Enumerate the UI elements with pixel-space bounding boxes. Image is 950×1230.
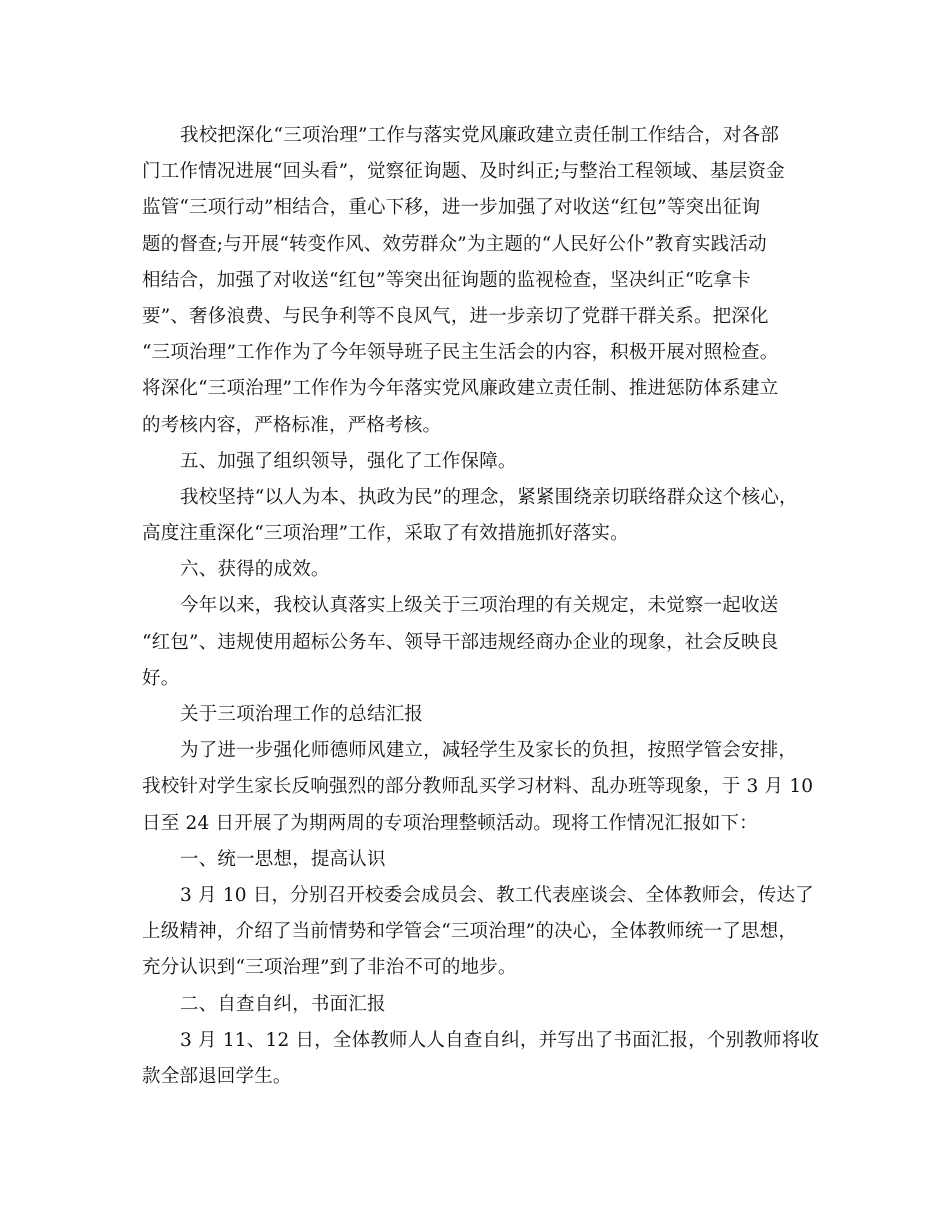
text-line: 监管“三项行动”相结合，重心下移，进一步加强了对收送“红包”等突出征询 <box>142 197 761 219</box>
text-line: “三项治理”工作作为了今年领导班子民主生活会的内容，积极开展对照检查。 <box>142 342 779 364</box>
text-line: 3 月 11、12 日，全体教师人人自查自纠，并写出了书面汇报，个别教师将收 <box>180 1029 820 1051</box>
text-line: 的考核内容，严格标准，严格考核。 <box>142 414 442 436</box>
text-line: 为了进一步强化师德师风建立，减轻学生及家长的负担，按照学管会安排， <box>180 740 798 762</box>
section-heading-five: 五、加强了组织领导，强化了工作保障。 <box>180 450 517 472</box>
text-line: 要”、奢侈浪费、与民争利等不良风气，进一步亲切了党群干群关系。把深化 <box>142 305 769 327</box>
text-line: 相结合，加强了对收送“红包”等突出征询题的监视检查，坚决纠正“吃拿卡 <box>142 269 751 291</box>
text-line: 上级精神，介绍了当前情势和学管会“三项治理”的决心，全体教师统一了思想， <box>142 921 798 943</box>
document-body <box>142 118 820 1095</box>
text-line: 门工作情况进展“回头看”，觉察征询题、及时纠正;与整治工程领域、基层资金 <box>142 161 785 183</box>
document-subtitle: 关于三项治理工作的总结汇报 <box>180 704 424 725</box>
text-line: 日至 24 日开展了为期两周的专项治理整顿活动。现将工作情况汇报如下： <box>142 812 758 834</box>
text-line: 题的督查;与开展“转变作风、效劳群众”为主题的“人民好公仆”教育实践活动 <box>142 233 767 255</box>
text-line: 好。 <box>142 667 180 689</box>
text-line: 款全部退回学生。 <box>142 1065 292 1087</box>
text-line: 我校坚持“以人为本、执政为民”的理念，紧紧围绕亲切联络群众这个核心， <box>180 486 798 508</box>
section-heading-six: 六、获得的成效。 <box>180 559 330 581</box>
text-line: 充分认识到“三项治理”到了非治不可的地步。 <box>142 957 517 979</box>
section-heading-one: 一、统一思想，提高认识 <box>180 848 386 870</box>
text-line: 我校针对学生家长反响强烈的部分教师乱买学习材料、乱办班等现象，于 3 月 10 <box>142 776 814 798</box>
text-line: 今年以来，我校认真落实上级关于三项治理的有关规定，未觉察一起收送 <box>180 595 779 617</box>
text-line: 高度注重深化“三项治理”工作，采取了有效措施抓好落实。 <box>142 523 629 545</box>
section-heading-two: 二、自查自纠，书面汇报 <box>180 993 386 1015</box>
text-line: “红包”、违规使用超标公务车、领导干部违规经商办企业的现象，社会反映良 <box>142 631 779 653</box>
text-line: 将深化“三项治理”工作作为今年落实党风廉政建立责任制、推进惩防体系建立 <box>142 378 779 400</box>
text-line: 我校把深化“三项治理”工作与落实党风廉政建立责任制工作结合，对各部 <box>180 125 780 146</box>
text-line: 3 月 10 日，分别召开校委会成员会、教工代表座谈会、全体教师会，传达了 <box>180 884 814 906</box>
